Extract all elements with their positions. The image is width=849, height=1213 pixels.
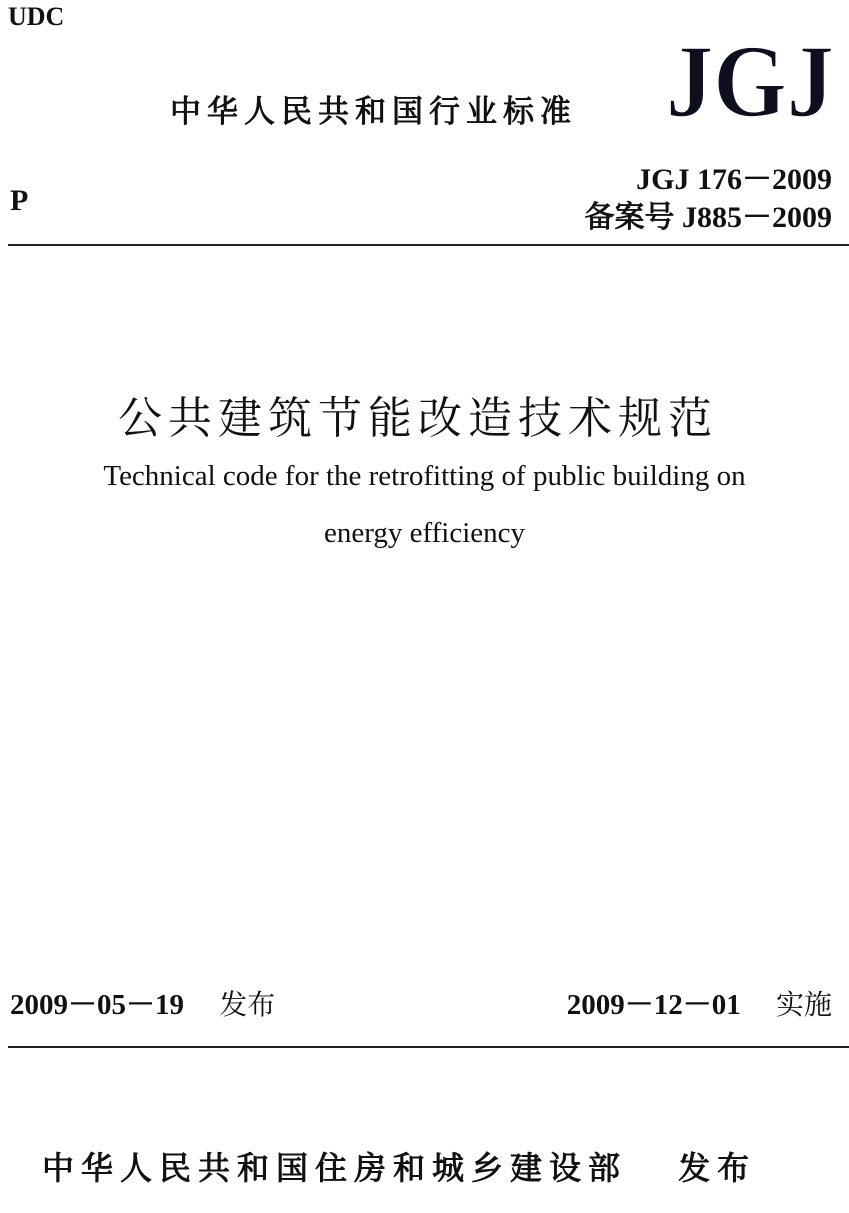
industry-standard-label: 中华人民共和国行业标准 [170,94,577,130]
english-title-line1: Technical code for the retrofitting of public building on [103,460,746,492]
publish-label: 发布 [678,1149,757,1187]
effective-label: 实施 [775,988,832,1021]
top-divider [8,244,849,246]
effective-date-group [567,982,832,1023]
udc-label: UDC [8,2,65,31]
issue-date: 2009－05－19 [10,989,185,1021]
classification-code: P [10,184,29,217]
jgj-logo [664,36,836,122]
effective-date: 2009－12－01 [566,989,741,1021]
svg-text:JGJ: JGJ [666,36,834,122]
chinese-title: 公共建筑节能改造技术规范 [118,393,718,444]
english-title-line2: energy efficiency [323,517,526,549]
issue-label: 发布 [219,988,276,1021]
publisher-name: 中华人民共和国住房和城乡建设部 [42,1149,628,1187]
issue-date-group [10,982,275,1023]
publisher-group [42,1143,756,1189]
standard-number: JGJ 176－2009 [636,163,832,196]
bottom-divider [8,1046,849,1048]
record-number: 备案号 J885－2009 [584,201,832,234]
